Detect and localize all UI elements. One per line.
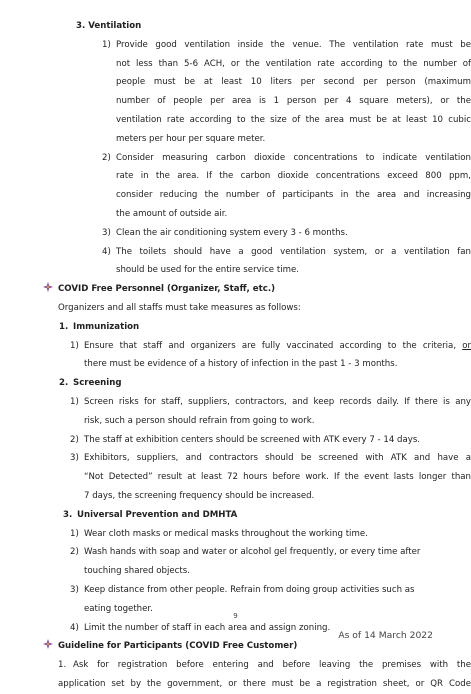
item-number: 4) bbox=[102, 246, 111, 257]
text-line: Clean the air conditioning system every 3 - 6 months. bbox=[116, 227, 348, 238]
text-line: Limit the number of staff in each area and assign zoning. bbox=[84, 622, 331, 633]
screening-item-2 bbox=[0, 431, 471, 450]
subheading-immunization bbox=[0, 318, 471, 337]
text-line: Wash hands with soap and water or alcohol gel frequently, or every time after bbox=[84, 547, 421, 558]
text-line: Provide good ventilation inside the venue. The ventilation rate must be bbox=[116, 39, 471, 50]
ventilation-item-2 bbox=[0, 149, 471, 224]
text-line: The staff at exhibition centers should be screened with ATK every 7 - 14 days. bbox=[84, 434, 421, 445]
subheading-universal-prevention bbox=[0, 506, 471, 525]
item-number: 1. bbox=[58, 660, 67, 671]
text-line: Exhibitors, suppliers, and contractors should be screened with ATK and have a bbox=[84, 453, 471, 464]
section-heading-personnel bbox=[0, 280, 471, 299]
text-line: touching shared objects. bbox=[84, 566, 190, 577]
text-line: rate in the area. If the carbon dioxide concentrations exceed 800 ppm, bbox=[116, 171, 471, 182]
heading-text: Immunization bbox=[73, 321, 140, 332]
text-line: meters per hour per square meter. bbox=[116, 133, 266, 144]
text-line: 7 days, the screening frequency should be increased. bbox=[84, 490, 315, 501]
heading-text: Universal Prevention and DMHTA bbox=[77, 509, 238, 520]
item-number: 4) bbox=[70, 622, 79, 633]
heading-number: 3. bbox=[63, 509, 73, 520]
screening-item-3 bbox=[0, 449, 471, 505]
text-line: ventilation rate according to the size of the area must be at least 10 cubic bbox=[116, 114, 471, 125]
text-line: Keep distance from other people. Refrain from doing group activities such as bbox=[84, 584, 415, 595]
immunization-item-1 bbox=[0, 337, 471, 375]
text-line: there must be evidence of a history of infection in the past 1 - 3 months. bbox=[84, 359, 398, 370]
text-line: Screen risks for staff, suppliers, contractors, and keep records daily. If there is any bbox=[84, 396, 471, 407]
item-number: 1) bbox=[70, 396, 79, 407]
item-number: 1) bbox=[102, 39, 111, 50]
item-number: 1) bbox=[70, 340, 79, 351]
section-heading-ventilation: 3. Ventilation bbox=[76, 21, 142, 31]
text-line: application set by the government, or there must be a registration sheet, or QR Code bbox=[58, 678, 471, 689]
universal-item-1 bbox=[0, 525, 471, 544]
heading-text: Screening bbox=[73, 378, 122, 389]
heading-text: COVID Free Personnel (Organizer, Staff, etc.) bbox=[58, 284, 276, 295]
ventilation-item-4 bbox=[0, 243, 471, 281]
text-line: number of people per area is 1 person per 4 square meters), or the bbox=[116, 96, 471, 107]
star-bullet-icon bbox=[43, 637, 53, 656]
text-line: “Not Detected” result at least 72 hours before work. If the event lasts longer than bbox=[84, 472, 471, 483]
page-content bbox=[0, 17, 471, 694]
text-line: The toilets should have a good ventilation system, or a ventilation fan bbox=[116, 246, 471, 257]
ventilation-item-3 bbox=[0, 224, 471, 243]
participants-item-1 bbox=[0, 656, 471, 675]
text-line: the amount of outside air. bbox=[116, 208, 228, 219]
item-number: 3) bbox=[102, 227, 111, 238]
screening-item-1 bbox=[0, 393, 471, 431]
heading-number: 2. bbox=[59, 378, 69, 389]
page-number: 9 bbox=[233, 612, 238, 620]
item-number: 3) bbox=[70, 453, 79, 464]
personnel-intro: Organizers and all staffs must take measures as follows: bbox=[58, 302, 301, 313]
text-segment: Ensure that staff and organizers are fully vaccinated according to the criteria, bbox=[84, 340, 457, 351]
star-bullet-icon bbox=[43, 280, 53, 299]
item-number: 2) bbox=[70, 547, 79, 558]
text-line: Wear cloth masks or medical masks throughout the working time. bbox=[84, 528, 368, 539]
text-line: eating together. bbox=[84, 603, 153, 614]
ventilation-item-1 bbox=[0, 36, 471, 149]
subheading-screening bbox=[0, 374, 471, 393]
universal-item-2 bbox=[0, 543, 471, 581]
text-line: Consider measuring carbon dioxide concentrations to indicate ventilation bbox=[116, 152, 471, 163]
text-line bbox=[84, 337, 471, 356]
heading-text: Guideline for Participants (COVID Free Customer) bbox=[58, 641, 298, 652]
item-number: 2) bbox=[70, 434, 79, 445]
item-number: 1) bbox=[70, 528, 79, 539]
as-of-date: As of 14 March 2022 bbox=[338, 630, 433, 641]
text-line: not less than 5-6 ACH, or the ventilation rate according to the number of bbox=[116, 58, 471, 69]
item-number: 2) bbox=[102, 152, 111, 163]
text-line: people must be at least 10 liters per second per person (maximum bbox=[116, 77, 471, 88]
underlined-or: or bbox=[462, 340, 471, 351]
text-line: Ask for registration before entering and before leaving the premises with the bbox=[73, 660, 471, 671]
heading-number: 1. bbox=[59, 321, 69, 332]
item-number: 3) bbox=[70, 584, 79, 595]
text-line: should be used for the entire service time. bbox=[116, 265, 299, 276]
text-line: consider reducing the number of participants in the area and increasing bbox=[116, 190, 471, 201]
text-line: risk, such a person should refrain from going to work. bbox=[84, 415, 315, 426]
